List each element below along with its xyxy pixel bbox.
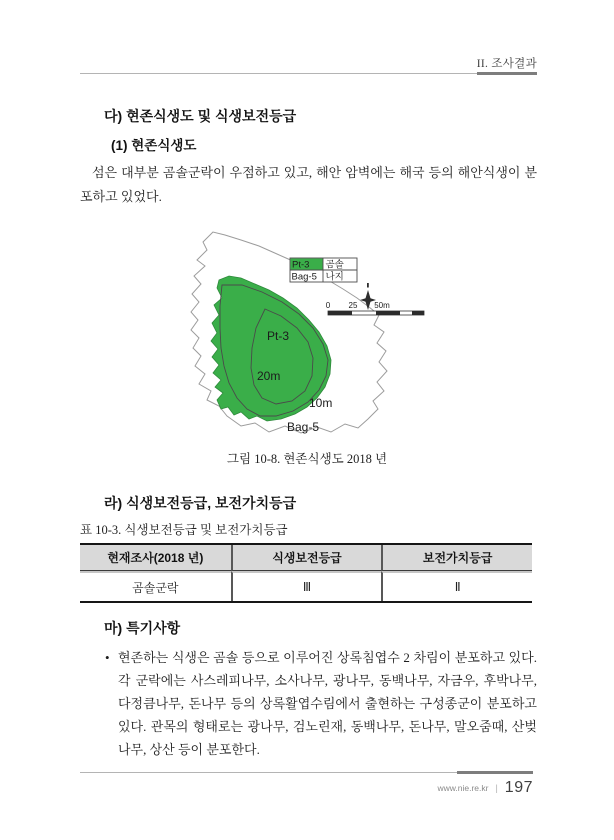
map-label-community: Pt-3 xyxy=(267,329,290,343)
legend-code-bare: Bag-5 xyxy=(291,271,317,283)
running-header-title: II. 조사결과 xyxy=(476,58,537,70)
special-notes-text: 현존하는 식생은 곰솔 등으로 이루어진 상록침엽수 2 차림이 분포하고 있다. 각 군락에는 사스레피나무, 소사나무, 광나무, 동백나무, 자금우, 후박나무, 다정큼나무, 돈나무 등의 상록활엽수림에서 출현하는 구성종군이 분포하고 있다. 관목의 형태로는 광나무, 검노린재, 동백나무, 돈나무, 말오줌때, 산벚나무, 상산 등이 분포한다. xyxy=(118,650,537,757)
page-footer xyxy=(437,779,533,797)
paragraph-vegetation-overview: 섬은 대부분 곰솔군락이 우점하고 있고, 해안 암벽에는 해국 등의 해안식생이 분포하고 있었다. xyxy=(80,165,537,204)
legend-code-pine: Pt-3 xyxy=(292,259,310,271)
table-cell-value-grade: Ⅱ xyxy=(381,571,532,601)
table-header-veg-grade: 식생보전등급 xyxy=(231,545,382,571)
scale-label-0: 0 xyxy=(325,301,331,310)
table-row xyxy=(80,571,532,601)
section-heading-da: 다) 현존식생도 및 식생보전등급 xyxy=(104,108,297,124)
section-heading-ra: 라) 식생보전등급, 보전가치등급 xyxy=(104,495,297,511)
bullet-marker: • xyxy=(105,650,110,665)
subsection-heading-1: (1) 현존식생도 xyxy=(111,138,197,153)
map-label-contour10: 10m xyxy=(309,396,333,410)
page-number: 197 xyxy=(504,779,533,796)
table-header-survey: 현재조사(2018 년) xyxy=(80,545,231,571)
table-header-value-grade: 보전가치등급 xyxy=(381,545,532,571)
footer-separator: | xyxy=(495,783,498,793)
vegetation-map xyxy=(167,230,450,446)
header-rule xyxy=(80,73,537,74)
scale-label-25: 25 xyxy=(348,301,358,310)
footer-site-url: www.nie.re.kr xyxy=(437,783,489,793)
legend-label-pine: 곰솔 xyxy=(325,259,344,271)
section-heading-ma: 마) 특기사항 xyxy=(104,620,181,636)
table-cell-community: 곰솔군락 xyxy=(80,571,231,601)
map-label-contour20: 20m xyxy=(257,369,281,383)
footer-rule-accent xyxy=(457,771,533,774)
legend-label-bare: 나지 xyxy=(325,271,344,283)
footer-rule xyxy=(80,772,533,773)
table-header-row xyxy=(80,545,532,571)
map-legend xyxy=(290,258,357,283)
vegetation-map-figure xyxy=(167,230,450,446)
special-notes-bullet-item xyxy=(80,646,537,761)
header-rule-accent xyxy=(477,72,537,75)
map-label-bare: Bag-5 xyxy=(287,420,320,434)
grade-table xyxy=(80,543,532,603)
table-caption: 표 10-3. 식생보전등급 및 보전가치등급 xyxy=(80,523,288,537)
table-cell-veg-grade: Ⅲ xyxy=(231,571,382,601)
scale-label-50m: 50m xyxy=(374,301,390,310)
figure-caption: 그림 10-8. 현존식생도 2018 년 xyxy=(226,452,388,466)
